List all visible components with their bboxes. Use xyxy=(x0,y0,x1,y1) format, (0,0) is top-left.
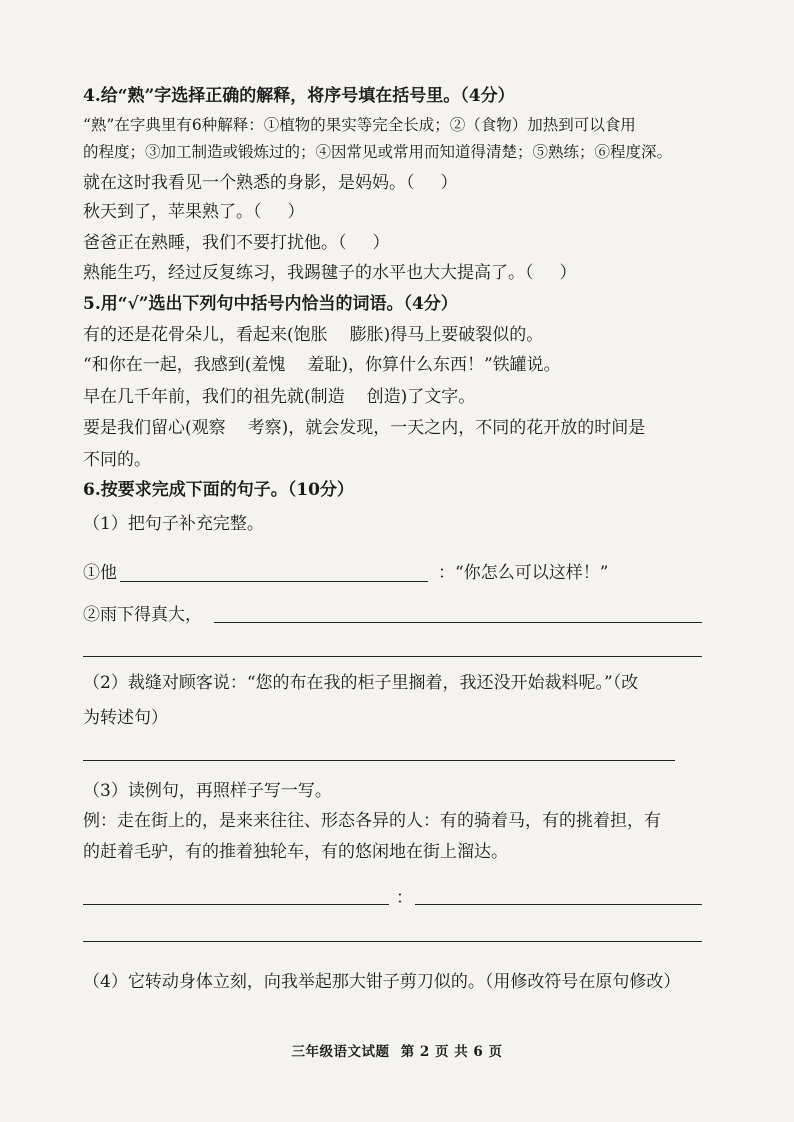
q6-p3-answer-line-right[interactable] xyxy=(415,904,702,905)
close-paren: ） xyxy=(372,233,390,253)
close-paren: ） xyxy=(440,173,458,193)
q5-sentence-3 xyxy=(83,385,475,409)
q6-p3-answer-line-2[interactable] xyxy=(83,941,702,942)
q5-s4-part-b[interactable]: 考察)，就会发现，一天之内，不同的花开放的时间是 xyxy=(247,418,646,438)
q6-part-4-prompt: （4）它转动身体立刻，向我举起那大钳子剪刀似的。（用修改符号在原句修改） xyxy=(83,972,681,992)
q5-sentence-2 xyxy=(83,353,561,377)
q4-item-1 xyxy=(83,171,458,195)
q5-s1-part-b[interactable]: 膨胀)得马上要破裂似的。 xyxy=(349,325,544,345)
q4-title: 4.给“熟”字选择正确的解释，将序号填在括号里。（4分） xyxy=(83,86,515,106)
q5-s2-part-a[interactable]: “和你在一起，我感到(羞愧 xyxy=(83,355,286,375)
q6-p1-b-prefix: ②雨下得真大， xyxy=(83,605,202,625)
q5-s3-part-b[interactable]: 创造)了文字。 xyxy=(366,387,476,407)
close-paren: ） xyxy=(559,263,577,283)
q5-s4-part-a[interactable]: 要是我们留心(观察 xyxy=(83,418,226,438)
q6-p3-colon: ： xyxy=(396,888,413,908)
q6-part-2-prompt-line-1: （2）裁缝对顾客说：“您的布在我的柜子里搁着，我还没开始裁料呢。”（改 xyxy=(83,673,639,693)
q5-sentence-1 xyxy=(83,323,543,347)
page-footer xyxy=(0,1040,794,1060)
q6-p1-a-suffix: ：“你怎么可以这样！” xyxy=(438,563,609,583)
q5-sentence-4-cont: 不同的。 xyxy=(83,450,151,470)
q6-p3-answer-line-left[interactable] xyxy=(83,904,389,905)
q5-s2-part-b[interactable]: 羞耻)，你算什么东西！”铁罐说。 xyxy=(307,355,561,375)
q6-title: 6.按要求完成下面的句子。（10分） xyxy=(83,480,354,500)
q5-s3-part-a[interactable]: 早在几千年前，我们的祖先就(制造 xyxy=(83,387,345,407)
q6-p1-a-answer-line[interactable] xyxy=(120,581,428,582)
q4-item-2 xyxy=(83,200,305,224)
q4-item-1-text: 就在这时我看见一个熟悉的身影，是妈妈。（ xyxy=(83,173,415,193)
q6-p1-a-prefix: ①他 xyxy=(83,563,117,583)
q5-sentence-4 xyxy=(83,416,645,440)
q6-p3-example-line-2: 的赶着毛驴，有的推着独轮车，有的悠闲地在街上溜达。 xyxy=(83,842,508,862)
q6-part-2-prompt-line-2: 为转述句） xyxy=(83,708,168,728)
q6-part-3-prompt: （3）读例句，再照样子写一写。 xyxy=(83,781,332,801)
q6-p1-b-answer-line[interactable] xyxy=(214,622,702,623)
q5-s1-part-a[interactable]: 有的还是花骨朵儿，看起来(饱胀 xyxy=(83,325,328,345)
q4-item-3-text: 爸爸正在熟睡，我们不要打扰他。（ xyxy=(83,233,347,253)
q6-p1-b-answer-line-2[interactable] xyxy=(83,656,702,657)
q4-explanation-line-1: “熟”在字典里有6种解释：①植物的果实等完全长成；②（食物）加热到可以食用 xyxy=(83,116,636,134)
close-paren: ） xyxy=(287,202,305,222)
q4-item-3 xyxy=(83,231,390,255)
q4-item-4-text: 熟能生巧，经过反复练习，我踢毽子的水平也大大提高了。（ xyxy=(83,263,534,283)
footer-subject: 三年级语文试题 xyxy=(291,1044,390,1060)
q6-p2-answer-line[interactable] xyxy=(83,760,675,761)
q4-item-4 xyxy=(83,261,577,285)
footer-page-number: 第 2 页 共 6 页 xyxy=(400,1044,503,1060)
q4-item-2-text: 秋天到了，苹果熟了。（ xyxy=(83,202,262,222)
q5-title: 5.用“√”选出下列句中括号内恰当的词语。（4分） xyxy=(83,294,458,314)
q6-part-1-prompt: （1）把句子补充完整。 xyxy=(83,514,264,534)
q4-explanation-line-2: 的程度；③加工制造或锻炼过的；④因常见或常用而知道得清楚；⑤熟练；⑥程度深。 xyxy=(83,143,673,161)
q6-p3-example-line-1: 例：走在街上的，是来来往往、形态各异的人：有的骑着马，有的挑着担，有 xyxy=(83,811,661,831)
